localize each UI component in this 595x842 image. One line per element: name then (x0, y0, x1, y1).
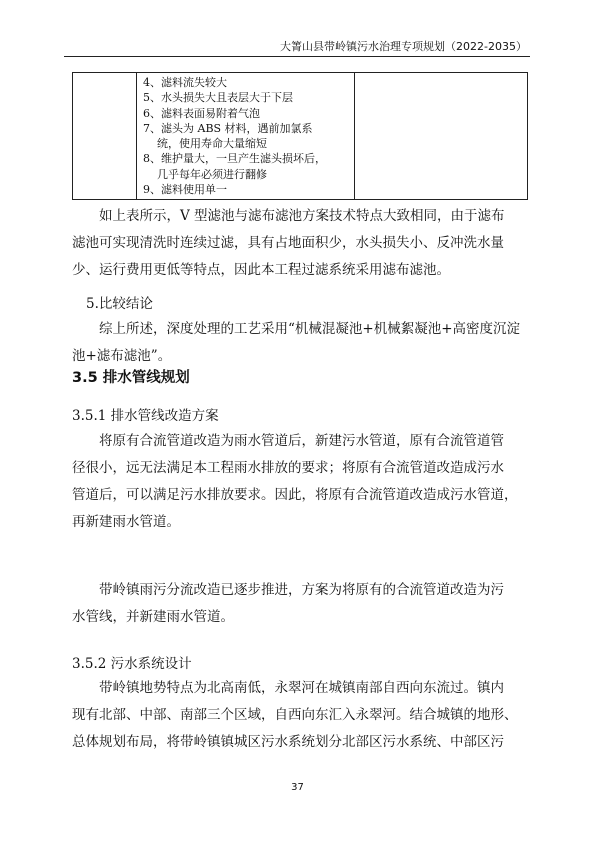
paragraph-line: 总体规划布局，将带岭镇镇城区污水系统划分北部区污水系统、中部区污 (72, 734, 504, 750)
table-column-disadvantages (137, 73, 355, 199)
subsection-heading-3-5-2: 3.5.2 污水系统设计 (72, 656, 192, 672)
section-heading-3-5: 3.5 排水管线规划 (72, 370, 190, 386)
table-line: 几乎每年必须进行翻修 (157, 167, 267, 181)
paragraph-line: 池+滤布滤池”。 (72, 348, 172, 364)
table-line: 统，使用寿命大量缩短 (157, 137, 267, 151)
paragraph-line: 径很小，远无法满足本工程雨水排放的要求；将原有合流管道改造成污水 (72, 460, 504, 476)
table-line: 4、滤料流失较大 (143, 76, 227, 89)
paragraph-line: 带岭镇地势特点为北高南低，永翠河在城镇南部自西向东流过。镇内 (99, 680, 504, 696)
paragraph-process-conclusion (72, 316, 532, 370)
paragraph-line: 带岭镇雨污分流改造已逐步推进，方案为将原有的合流管道改造为污 (99, 582, 504, 598)
paragraph-line: 将原有合流管道改造为雨水管道后，新建污水管道，原有合流管道管 (99, 433, 504, 449)
paragraph-line: 管道后，可以满足污水排放要求。因此，将原有合流管道改造成污水管道， (72, 487, 518, 503)
paragraph-separation-progress (72, 577, 532, 631)
running-header: 大箐山县带岭镇污水治理专项规划（2022-2035） (280, 40, 527, 53)
header-rule (64, 56, 530, 57)
table-line: 6、滤料表面易附着气泡 (143, 106, 260, 120)
paragraph-line: 滤池可实现清洗时连续过滤，具有占地面积少，水头损失小、反冲洗水量 (72, 235, 504, 251)
heading-compare-conclusion: 5.比较结论 (86, 296, 153, 312)
table-line: 9、滤料使用单一 (143, 183, 227, 197)
table-column-label (73, 73, 137, 199)
comparison-table-fragment (72, 72, 528, 200)
paragraph-sewage-system (72, 675, 532, 756)
paragraph-line: 水管线，并新建雨水管道。 (72, 609, 234, 625)
table-column-empty (355, 73, 527, 199)
paragraph-pipe-renovation (72, 428, 532, 536)
page-number: 37 (291, 782, 304, 793)
table-line: 5、水头损失大且表层大于下层 (143, 91, 293, 105)
table-line: 7、滤头为 ABS 材料，遇前加氯系 (143, 121, 313, 135)
paragraph-line: 综上所述，深度处理的工艺采用“机械混凝池+机械絮凝池+高密度沉淀 (99, 321, 521, 337)
paragraph-line: 少、运行费用更低等特点，因此本工程过滤系统采用滤布滤池。 (72, 262, 450, 278)
paragraph-line: 再新建雨水管道。 (72, 514, 180, 530)
subsection-heading-3-5-1: 3.5.1 排水管线改造方案 (72, 408, 219, 424)
paragraph-line: 现有北部、中部、南部三个区域，自西向东汇入永翠河。结合城镇的地形、 (72, 707, 518, 723)
table-line: 8、维护量大，一旦产生滤头损坏后， (143, 152, 326, 166)
paragraph-conclusion-intro (72, 203, 532, 284)
paragraph-line: 如上表所示，V 型滤池与滤布滤池方案技术特点大致相同，由于滤布 (99, 208, 505, 224)
